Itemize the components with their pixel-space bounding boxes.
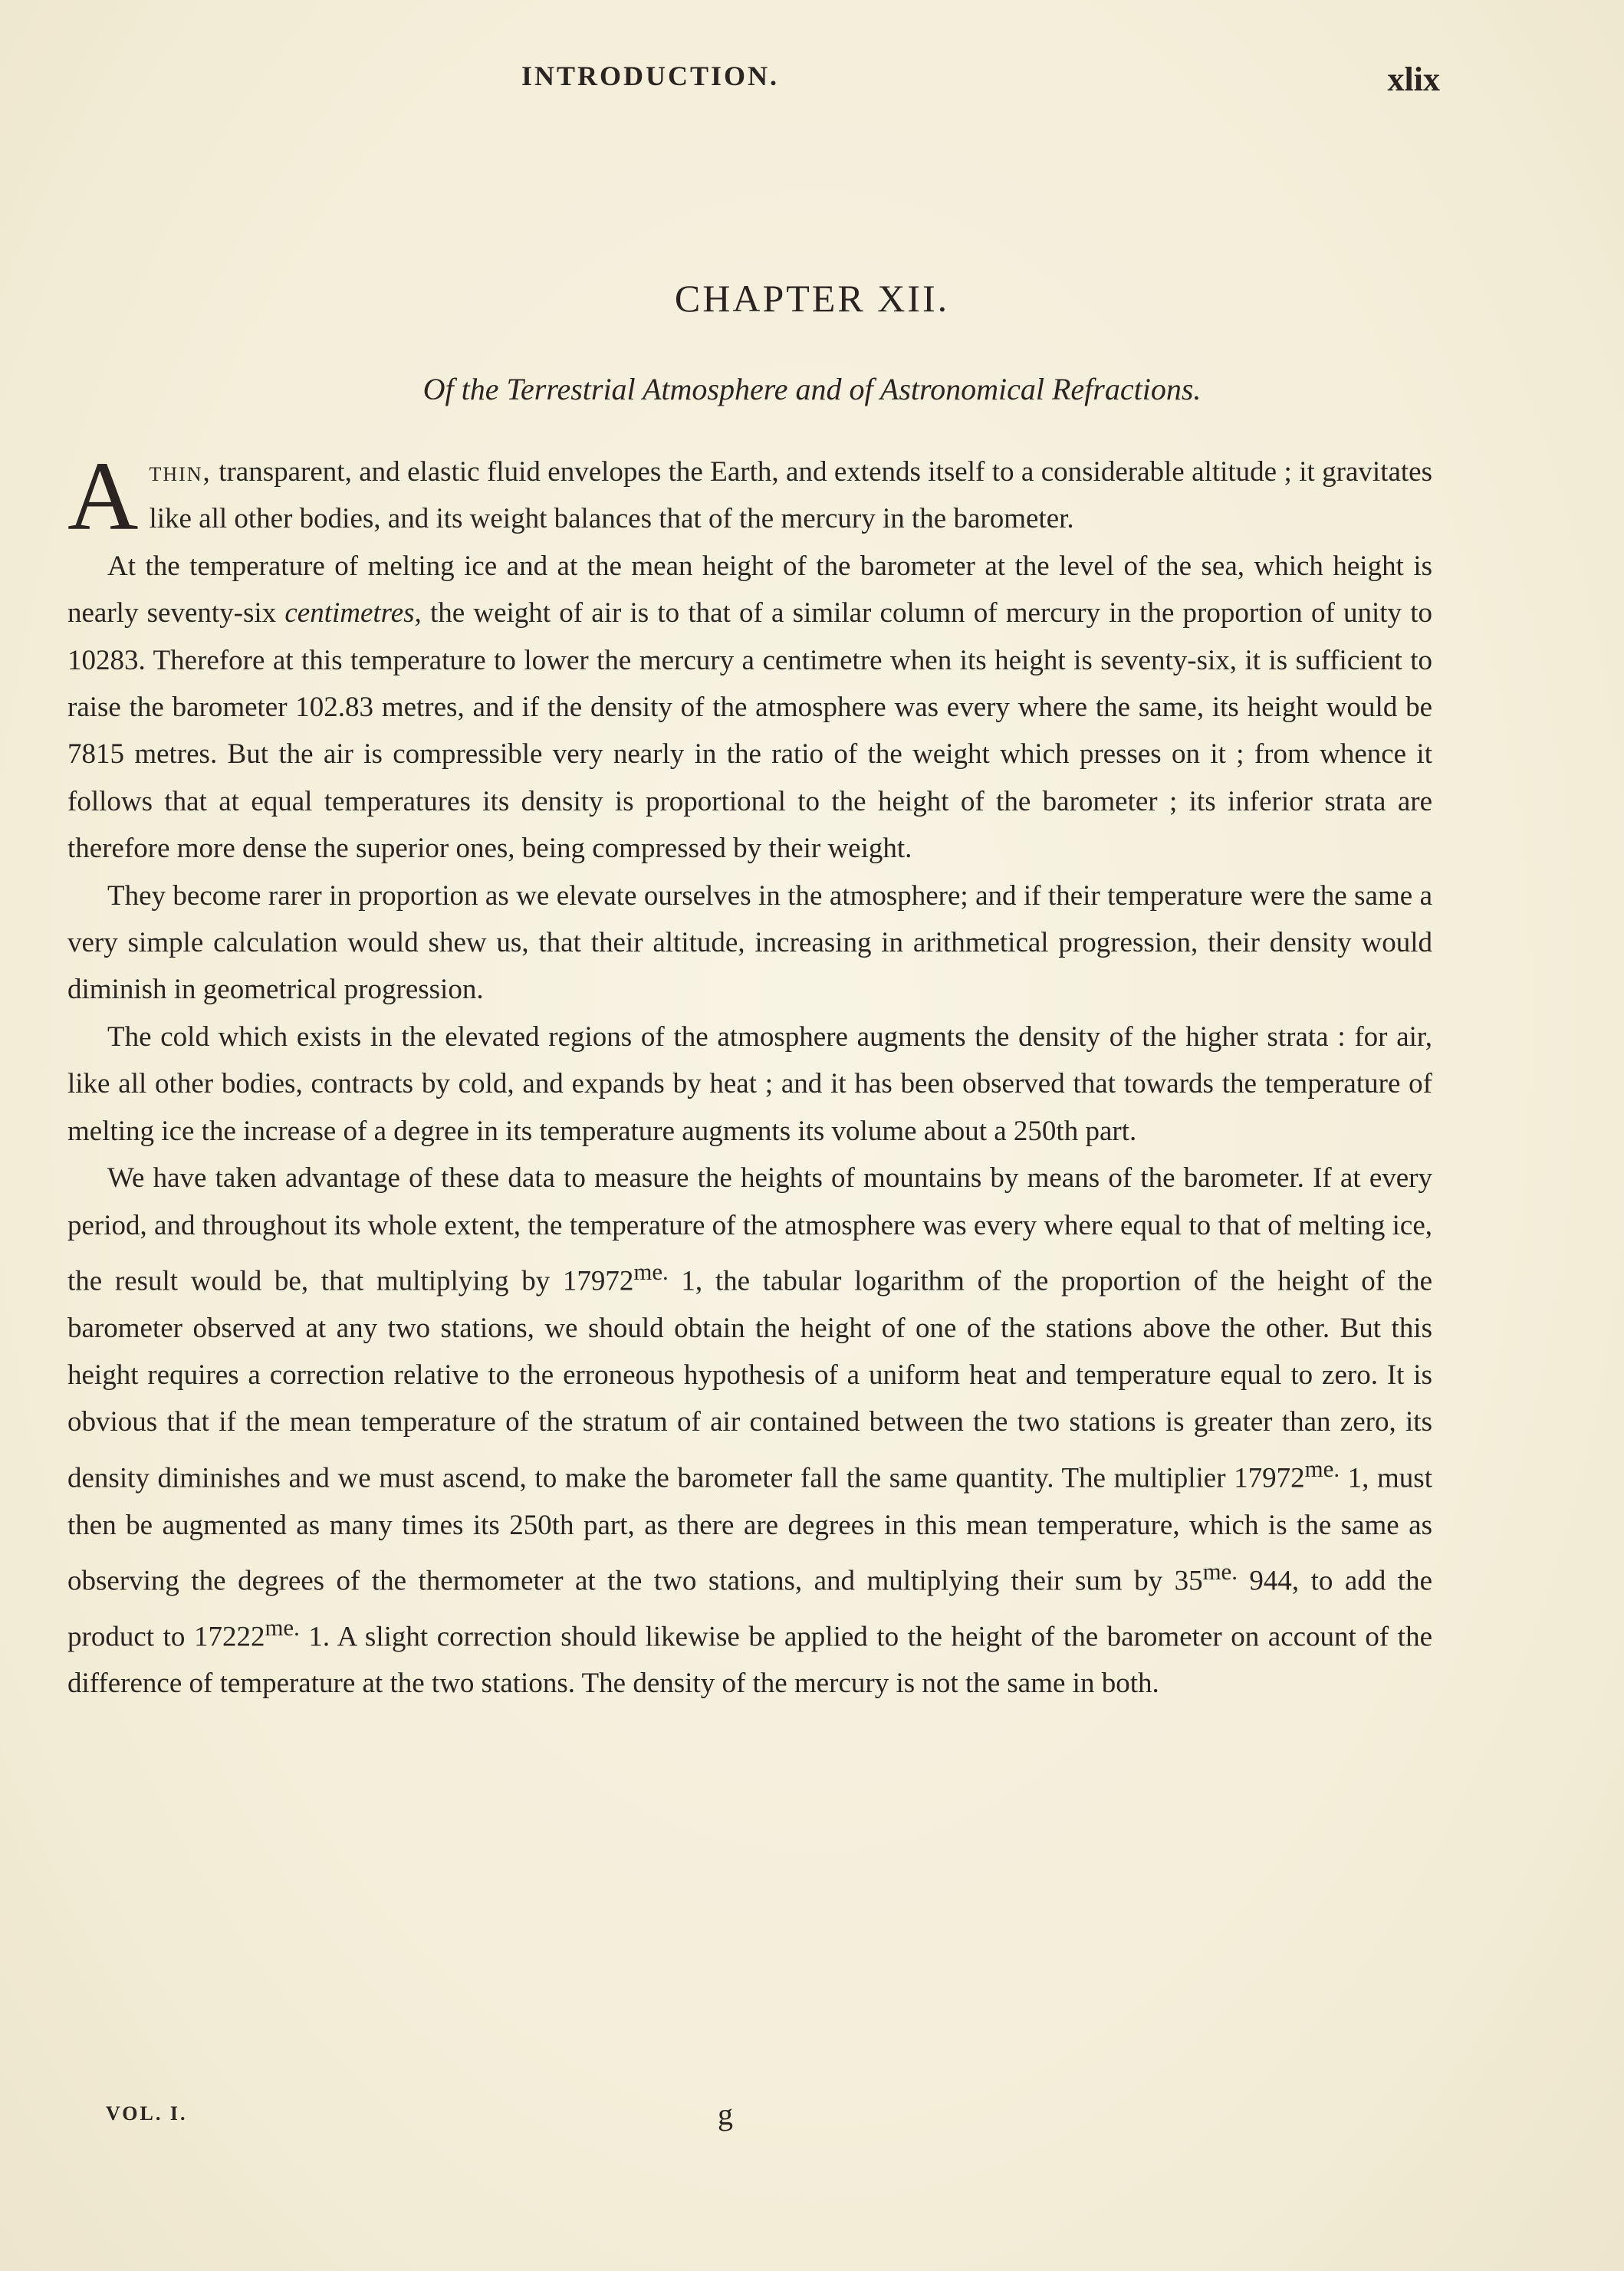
paragraph-5-text-a: We have taken advantage of these data to measure the heights of mountains by means of the barometer. If at every period, and throughout its whole extent, the temperature of the atmosphere was every where equal to that of melting ice, the result would be, that multiplying by 17972 <box>67 1162 1432 1297</box>
page-number: xlix <box>1387 61 1440 98</box>
superscript-4: me. <box>265 1614 300 1641</box>
paragraph-5-text-e: 1. A slight correction should likewise be applied to the height of the barometer on account of the difference of temperature at the two stations. The density of the mercury is not the same in both. <box>67 1621 1432 1700</box>
paragraph-5-text-c: 1, must then be augmented as many times its 250th part, as there are degrees in this mean temperature, which is the same as observing the degrees of the thermometer at the two stations, and multiplying their sum by 35 <box>67 1462 1432 1597</box>
paragraph-2-italic: centimetres, <box>284 597 422 629</box>
body-text <box>67 442 1433 1707</box>
chapter-title: CHAPTER XII. <box>674 277 950 320</box>
paragraph-1-text: transparent, and elastic fluid envelopes the Earth, and extends itself to a considerable altitude ; it gravitates like all other bodies, and its weight balances that of the mercury in the barometer. <box>149 456 1432 535</box>
chapter-subtitle: Of the Terrestrial Atmosphere and of Astronomical Refractions. <box>422 372 1202 406</box>
paragraph-5 <box>67 1155 1432 1707</box>
volume-signature: VOL. I. <box>106 2102 188 2125</box>
running-head: INTRODUCTION. <box>521 61 780 91</box>
paragraph-1 <box>67 442 1432 550</box>
superscript-1: me. <box>633 1258 669 1285</box>
paragraph-2-text-a: At the temperature of melting ice and at the mean height of the barometer at the level of the sea, which height is nearly seventy-six <box>67 550 1432 629</box>
superscript-3: me. <box>1202 1559 1238 1585</box>
opening-smallcaps: thin, <box>149 456 212 488</box>
signature-mark: g <box>718 2097 733 2131</box>
paragraph-2 <box>67 543 1432 873</box>
paragraph-3: They become rarer in proportion as we elevate ourselves in the atmosphere; and if their temperature were the same a very simple calculation would shew us, that their altitude, increasing in arithmetical progression, their density would diminish in geometrical progression. <box>67 879 1432 1006</box>
paragraph-5-text-b: 1, the tabular logarithm of the proportion of the height of the barometer observed at any two stations, we should obtain the height of one of the stations above the other. But this height requires a correction relative to the erroneous hypothesis of a uniform heat and temperature equal to zero. It is obvious that if the mean temperature of the stratum of air contained between the two stations is greater than zero, its density diminishes and we must ascend, to make the barometer fall the same quantity. The multiplier 17972 <box>67 1265 1432 1494</box>
paragraph-5-text-d: 944, to add the product to 17222 <box>67 1565 1433 1653</box>
paragraph-4: The cold which exists in the elevated regions of the atmosphere augments the density of the higher strata : for air, like all other bodies, contracts by cold, and expands by heat ; and it has been observed that towards the temperature of melting ice the increase of a degree in its temperature augments its volume about a 250th part. <box>67 1020 1432 1147</box>
superscript-2: me. <box>1304 1455 1340 1482</box>
paragraph-2-text-b: the weight of air is to that of a similar column of mercury in the proportion of unity to 10283. Therefore at this temperature to lower the mercury a centimetre when its height is seventy-six, it is sufficient to raise the barometer 102.83 metres, and if the density of the atmosphere was every where the same, its height would be 7815 metres. But the air is compressible very nearly in the ratio of the weight which presses on it ; from whence it follows that at equal temperatures its density is proportional to the height of the barometer ; its inferior strata are therefore more dense the superior ones, being compressed by their weight. <box>67 597 1432 865</box>
drop-cap: A <box>67 442 139 550</box>
